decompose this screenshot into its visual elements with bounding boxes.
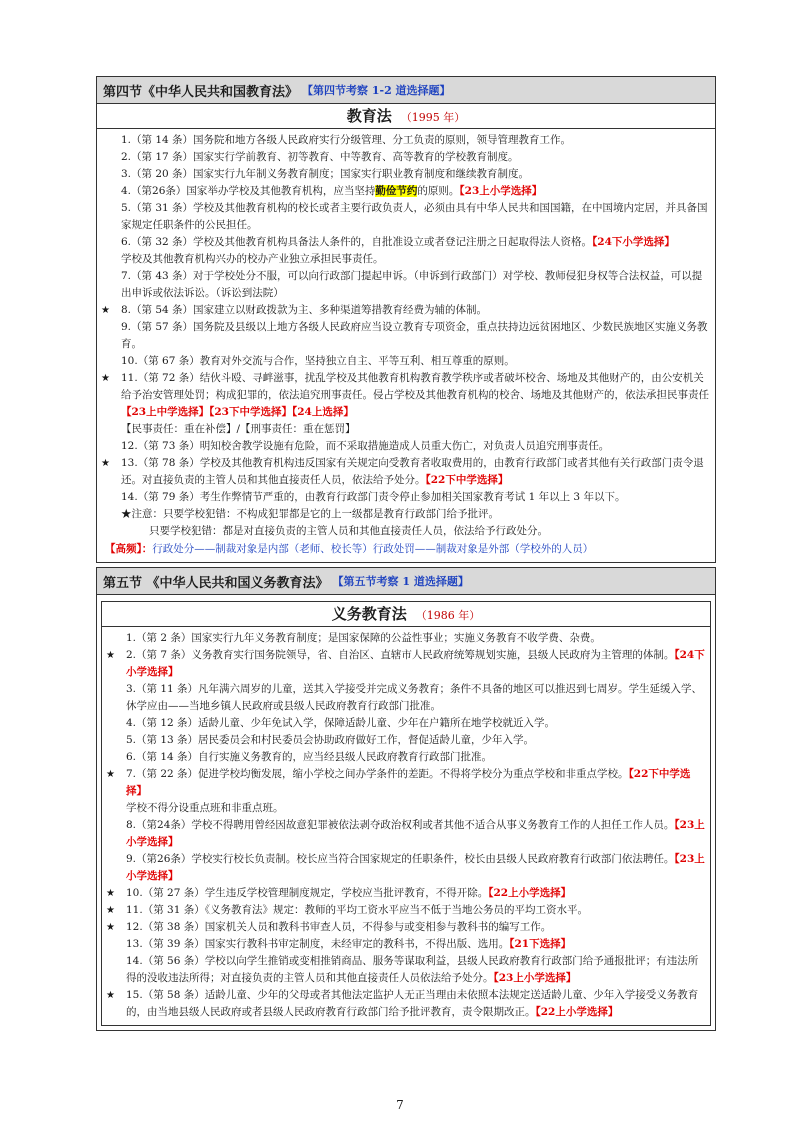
exam-tag: 【22上小学选择】 bbox=[488, 887, 572, 899]
list-item bbox=[101, 200, 711, 234]
exam-tag: 【21下选择】 bbox=[509, 938, 572, 950]
list-item bbox=[106, 919, 706, 936]
exam-tag: 【23上中学选择】【23下中学选择】【24上选择】 bbox=[121, 406, 354, 418]
star-marker: ★ bbox=[106, 905, 115, 916]
section5-title: 第五节 《中华人民共和国义务教育法》 bbox=[103, 575, 329, 591]
list-item bbox=[101, 302, 711, 319]
compulsory-law-box bbox=[101, 601, 711, 1026]
item-text: 1.（第 14 条）国务院和地方各级人民政府实行分级管理、分工负责的原则，领导管理教育工作。 bbox=[121, 134, 572, 146]
list-item bbox=[101, 319, 711, 353]
star-marker: ★ bbox=[106, 922, 115, 933]
item-text: 9.（第26条）学校实行校长负责制。校长应当符合国家规定的任职条件，校长由县级人民政府教育行政部门依法聘任。 bbox=[126, 853, 675, 865]
list-item bbox=[101, 268, 711, 302]
item-text: 12.（第 38 条）国家机关人员和教科书审查人员，不得参与或变相参与教科书的编写工作。 bbox=[126, 921, 552, 933]
star-marker: ★ bbox=[101, 458, 110, 469]
compulsory-law-title: 义务教育法 bbox=[331, 605, 407, 623]
page-content bbox=[96, 76, 716, 1031]
item-text: 5.（第 13 条）居民委员会和村民委员会协助政府做好工作，督促适龄儿童，少年入学。 bbox=[126, 734, 535, 746]
list-item bbox=[106, 715, 706, 732]
exam-tag: 【24下小学选择】 bbox=[592, 236, 675, 248]
list-item bbox=[101, 455, 711, 489]
list-item bbox=[106, 630, 706, 647]
star-marker: ★ bbox=[106, 888, 115, 899]
compulsory-law-items bbox=[106, 630, 706, 1021]
item-text: 11.（第 31 条）《义务教育法》规定：教师的平均工资水平应当不低于当地公务员的平均工资水平。 bbox=[126, 904, 588, 916]
list-item bbox=[101, 166, 711, 183]
list-item bbox=[101, 183, 711, 200]
note-line-2: 只要学校犯错：都是对直接负责的主管人员和其他直接责任人员，依法给予行政处分。 bbox=[149, 525, 548, 537]
item-subtext: 【民事责任：重在补偿】/【刑事责任：重在惩罚】 bbox=[121, 423, 356, 435]
exam-tag: 【22下中学选择】 bbox=[425, 474, 509, 486]
item-text: 3.（第 20 条）国家实行九年制义务教育制度；国家实行职业教育制度和继续教育制度。 bbox=[121, 168, 530, 180]
list-item bbox=[106, 902, 706, 919]
star-marker: ★ bbox=[101, 305, 110, 316]
item-text: 10.（第 67 条）教育对外交流与合作，坚持独立自主、平等互利、相互尊重的原则。 bbox=[121, 355, 515, 367]
item-text: 4.（第 12 条）适龄儿童、少年免试入学，保障适龄儿童、少年在户籍所在地学校就近入学。 bbox=[126, 717, 556, 729]
page-number: 7 bbox=[396, 1098, 404, 1112]
section5-note: 【第五节考察 1 道选择题】 bbox=[332, 575, 469, 588]
compulsory-law-outer bbox=[96, 595, 716, 1031]
item-text: 4.（第26条）国家举办学校及其他教育机构，应当坚持 bbox=[121, 185, 376, 197]
list-item bbox=[101, 489, 711, 506]
education-law-year: （1995 年） bbox=[400, 111, 466, 124]
star-marker: ★ bbox=[101, 373, 110, 384]
item-text: 15.（第 58 条）适龄儿童、少年的父母或者其他法定监护人无正当理由未依照本法规定送适龄儿童、少年入学接受义务教育的，由当地县级人民政府或者县级人民政府教育行政部门给予批评教育，责令限期改正。 bbox=[126, 989, 699, 1018]
star-marker: ★ bbox=[106, 769, 115, 780]
star-marker: ★ bbox=[106, 650, 115, 661]
gaopin-text: 行政处分——制裁对象是内部（老师、校长等）行政处罚——制裁对象是外部（学校外的人员） bbox=[152, 543, 594, 555]
item-text: 6.（第 32 条）学校及其他教育机构具备法人条件的，自批准设立或者登记注册之日起取得法人资格。 bbox=[121, 236, 593, 248]
list-item bbox=[106, 953, 706, 987]
list-item bbox=[106, 647, 706, 681]
item-text: 6.（第 14 条）自行实施义务教育的，应当经县级人民政府教育行政部门批准。 bbox=[126, 751, 493, 763]
section4-header bbox=[96, 76, 716, 104]
item-text: 5.（第 31 条）学校及其他教育机构的校长或者主要行政负责人，必须由具有中华人民共和国国籍，在中国境内定居，并具备国家规定任职条件的公民担任。 bbox=[121, 202, 708, 231]
list-item bbox=[101, 370, 711, 438]
item-subtext: 学校不得分设重点班和非重点班。 bbox=[126, 802, 284, 814]
list-item bbox=[106, 987, 706, 1021]
section4-title: 第四节《中华人民共和国教育法》 bbox=[103, 84, 299, 100]
item-text: 11.（第 72 条）结伙斗殴、寻衅滋事，扰乱学校及其他教育机构教育教学秩序或者破坏校舍、场地及其他财产的，由公安机关给予治安管理处罚；构成犯罪的，依法追究刑事责任。侵占学校及其他教育机构的校舍、场地及其他财产的，依法承担民事责任 bbox=[121, 372, 709, 401]
exam-tag: 【23上小学选择】 bbox=[126, 819, 705, 848]
list-item bbox=[101, 149, 711, 166]
item-text: 13.（第 78 条）学校及其他教育机构违反国家有关规定向受教育者收取费用的，由教育行政部门或者其他有关行政部门责令退还。对直接负责的主管人员和其他直接责任人员，依法给予处分。 bbox=[121, 457, 704, 486]
list-item bbox=[106, 681, 706, 715]
compulsory-law-title-row bbox=[102, 602, 710, 627]
education-law-box bbox=[96, 104, 716, 563]
highlight-text: 勤俭节约 bbox=[375, 185, 418, 197]
list-item bbox=[106, 766, 706, 817]
exam-tag: 【24下小学选择】 bbox=[126, 649, 705, 678]
list-item bbox=[106, 749, 706, 766]
exam-tag: 【23上小学选择】 bbox=[493, 972, 577, 984]
item-text: 14.（第 56 条）学校以向学生推销或变相推销商品、服务等谋取利益，县级人民政府教育行政部门给予通报批评；有违法所得的没收违法所得；对直接负责的主管人员和其他直接责任人员依法给予处分。 bbox=[126, 955, 699, 984]
list-item bbox=[106, 851, 706, 885]
item-text: 7.（第 43 条）对于学校处分不服，可以向行政部门提起申诉。（申诉到行政部门）对学校、教师侵犯身权等合法权益，可以提出申诉或依法诉讼。（诉讼到法院） bbox=[121, 270, 703, 299]
list-item bbox=[101, 234, 711, 268]
item-text: 7.（第 22 条）促进学校均衡发展，缩小学校之间办学条件的差距。不得将学校分为重点学校和非重点学校。 bbox=[126, 768, 629, 780]
item-text: 13.（第 39 条）国家实行教科书审定制度，未经审定的教科书，不得出版、选用。 bbox=[126, 938, 510, 950]
item-text: 2.（第 17 条）国家实行学前教育、初等教育、中等教育、高等教育的学校教育制度。 bbox=[121, 151, 519, 163]
section4-note: 【第四节考察 1-2 道选择题】 bbox=[302, 84, 451, 97]
list-item bbox=[106, 817, 706, 851]
item-text: 14.（第 79 条）考生作弊情节严重的，由教育行政部门责令停止参加相关国家教育考试 1 年以上 3 年以下。 bbox=[121, 491, 626, 503]
item-text: 12.（第 73 条）明知校舍教学设施有危险，而不采取措施造成人员重大伤亡，对负责人员追究刑事责任。 bbox=[121, 440, 610, 452]
item-text: 10.（第 27 条）学生违反学校管理制度规定，学校应当批评教育，不得开除。 bbox=[126, 887, 489, 899]
compulsory-law-year: （1986 年） bbox=[415, 609, 481, 622]
exam-tag: 【23上小学选择】 bbox=[126, 853, 705, 882]
gaopin-label: 【高频】： bbox=[105, 543, 153, 555]
item-text: 1.（第 2 条）国家实行九年义务教育制度；是国家保障的公益性事业；实施义务教育不收学费、杂费。 bbox=[126, 632, 601, 644]
education-law-title-row bbox=[97, 104, 715, 129]
exam-tag: 【23上小学选择】 bbox=[459, 185, 543, 197]
gaopin-note bbox=[101, 540, 711, 558]
list-item bbox=[106, 732, 706, 749]
exam-tag: 【22下中学选择】 bbox=[126, 768, 691, 797]
education-law-title: 教育法 bbox=[346, 107, 392, 125]
list-item bbox=[101, 438, 711, 455]
item-subtext: 学校及其他教育机构兴办的校办产业独立承担民事责任。 bbox=[121, 253, 384, 265]
item-text: 9.（第 57 条）国务院及县级以上地方各级人民政府应当设立教育专项资金，重点扶持边远贫困地区、少数民族地区实施义务教育。 bbox=[121, 321, 708, 350]
list-item bbox=[106, 885, 706, 902]
education-law-items bbox=[101, 132, 711, 506]
note-line-1: ★注意：只要学校犯错：不构成犯罪都是它的上一级都是教育行政部门给予批评。 bbox=[121, 508, 499, 520]
item-text: 3.（第 11 条）凡年满六周岁的儿童，送其入学接受并完成义务教育；条件不具备的地区可以推迟到七周岁。学生延缓入学、休学应由——当地乡镇人民政府或县级人民政府教育行政部门批准。 bbox=[126, 683, 703, 712]
item-text: 2.（第 7 条）义务教育实行国务院领导，省、自治区、直辖市人民政府统筹规划实施，县级人民政府为主管理的体制。 bbox=[126, 649, 675, 661]
item-text: 的原则。 bbox=[417, 185, 460, 197]
list-item bbox=[106, 936, 706, 953]
exam-tag: 【22上小学选择】 bbox=[535, 1006, 619, 1018]
list-item bbox=[101, 132, 711, 149]
section5-header bbox=[96, 567, 716, 595]
item-text: 8.（第 54 条）国家建立以财政拨款为主、多种渠道筹措教育经费为辅的体制。 bbox=[121, 304, 488, 316]
item-text: 8.（第24条）学校不得聘用曾经因故意犯罪被依法剥夺政治权利或者其他不适合从事义务教育工作的人担任工作人员。 bbox=[126, 819, 675, 831]
list-item bbox=[101, 353, 711, 370]
star-marker: ★ bbox=[106, 990, 115, 1001]
